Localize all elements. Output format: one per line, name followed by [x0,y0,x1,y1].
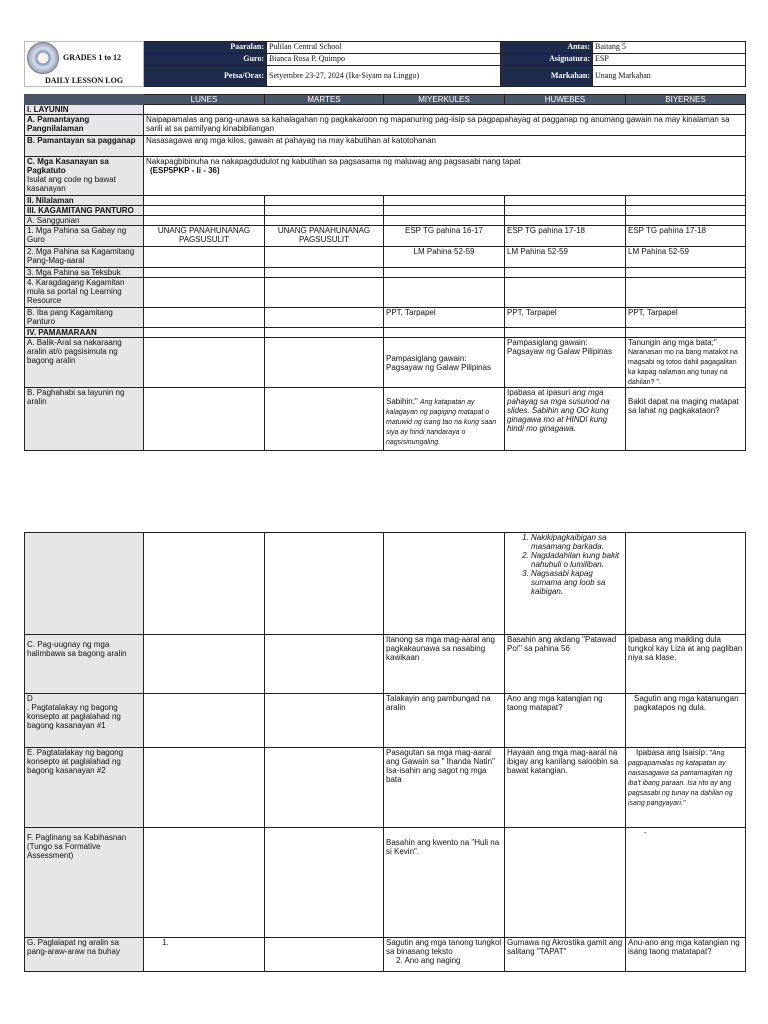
antas-label: Antas: [501,42,593,54]
gabay-lunes: UNANG PANAHUNANAG PAGSUSULIT [144,226,265,247]
paghahabi-huwebes-list [505,533,626,635]
asignatura-label: Asignatura: [501,54,593,66]
pag-uugnay-miyerkules: Itanong sa mga mag-aaral ang pagkakaunawa sa nasabing kawikaan [384,635,505,694]
pagtatalakay-2-miyerkules: Pasagutan sa mga mag-aaral ang Gawain sa " Ihanda Natin" Isa-isahin ang sagot ng mga bata [384,748,505,828]
antas-value: Baitang 5 [593,42,746,54]
row-label-pagganap: B. Pamantayan sa pagganap [25,136,144,157]
deped-seal-icon [27,42,59,74]
row-label-paglinang: F. Paglinang sa Kabihasnan (Tungo sa Formative Assessment) [25,828,144,938]
row-label-pag-uugnay: C. Pag-uugnay ng mga halimbawa sa bagong aralin [25,635,144,694]
section-sanggunian: A. Sanggunian [25,216,144,226]
paglinang-biyernes: - [626,828,746,938]
paghahabi-miyerkules: Sabihin;" Ang katapatan ay kalagayan ng pagiging matapat o matuwid ng isang tao na kung saan siya ay hindi nandaraya o nagsisinungaling. [384,388,505,451]
row-label-teksbuk: 3. Mga Pahina sa Teksbuk [25,268,144,278]
row-value-kasanayan: Nakapagbibinuha na nakapagdudulot ng kabutihan sa pagsasama ng maluwag ang pagsasabi nang tapat (ESP5PKP - Ii - 36) [144,157,746,196]
section-pamamaraan: IV. PAMAMARAAN [25,328,144,338]
gabay-huwebes: ESP TG pahina 17-18 [505,226,626,247]
day-header-lunes: LUNES [144,95,265,105]
row-label-balik-aral: A. Balik-Aral sa nakaraang aralin at/o pagsisimula ng bagong aralin [25,338,144,388]
petsa-value: Setyembre 23-27, 2024 (Ika-Siyam na Linggo) [267,66,501,87]
lesson-table-page-1 [24,94,746,451]
paglinang-miyerkules: Basahin ang kwento na "Huli na si Kevin". [384,828,505,938]
log-title: DAILY LESSON LOG [44,76,124,85]
list-item: 3. Nagsasabi kapag sumama ang loob sa kaibigan. [531,569,623,596]
kagamitang-biyernes: LM Pahina 52-59 [626,247,746,268]
paglalapat-lunes: 1. [144,938,265,972]
header-table [24,41,746,87]
row-label-pamantayang: A. Pamantayang Pangnilalaman [25,115,144,136]
iba-miyerkules: PPT, Tarpapel [384,308,505,328]
paghahabi-biyernes: Bakit dapat na maging matapat sa lahat ng pagkakataon? [626,388,746,451]
row-label-karagdagang: 4. Karagdagang Kagamitan mula sa portal ng Learning Resource [25,278,144,308]
list-item: 1. Nakikipagkaibigan sa masamang barkada. [531,533,623,551]
paglalapat-huwebes: Gumawa ng Akrostika gamit ang salitang "TAPAT" [505,938,626,972]
kasanayan-sublabel: Isulat ang code ng bawat kasanayan [27,175,116,193]
guro-value: Bianca Rosa P. Quimpo [267,54,501,66]
list-item: 2. Nagdadahilan kung bakit nahuhuli o lumiliban. [531,551,623,569]
section-nilalaman: II. Nilalaman [25,196,144,206]
markahan-value: Unang Markahan [593,66,746,87]
pagtatalakay-1-biyernes: Sagutin ang mga katanungan pagkatapos ng dula. [626,694,746,748]
lesson-table-page-2 [24,532,746,972]
markahan-label: Markahan: [501,66,593,87]
paaralan-label: Paaralan: [144,42,267,54]
row-value-pamantayang: Naipapamalas ang pang-unawa sa kahalagahan ng pagkakaroon ng mapanuring pag-iisip sa pagpapahayag at pagganap ng anumang gawain na may kinalaman sa sarili at sa pamilyang kinabibilangan [144,115,746,136]
row-label-pagtatalakay-1: D . Pagtatalakay ng bagong konsepto at paglalahad ng bagong kasanayan #1 [25,694,144,748]
kagamitang-miyerkules: LM Pahina 52-59 [384,247,505,268]
row-label-kasanayan: C. Mga Kasanayan sa Pagkatuto Isulat ang code ng bawat kasanayan [25,157,144,196]
day-header-miyerkules: MIYERKULES [384,95,505,105]
row-label-kagamitang: 2. Mga Pahina sa Kagamitang Pang-Mag-aaral [25,247,144,268]
balik-huwebes: Pampasiglang gawain: Pagsayaw ng Galaw Pilipinas [505,338,626,388]
pagtatalakay-1-huwebes: Ano ang mga katangian ng taong matapat? [505,694,626,748]
pagtatalakay-1-miyerkules: Talakayin ang pambungad na aralin [384,694,505,748]
row-label-pagtatalakay-2: E. Pagtatalakay ng bagong konsepto at paglalahad ng bagong kasanayan #2 [25,748,144,828]
pagtatalakay-2-huwebes: Hayaan ang mga mag-aaral na ibigay ang kanilang saloobin sa bawat katangian. [505,748,626,828]
grades-label: GRADES 1 to 12 [63,53,122,62]
paglalapat-miyerkules: Sagutin ang mga tanong tungkol sa binasang teksto 2. Ano ang naging [384,938,505,972]
balik-miyerkules: Pampasiglang gawain: Pagsayaw ng Galaw Pilipinas [384,338,505,388]
petsa-label: Petsa/Oras: [144,66,267,87]
asignatura-value: ESP [593,54,746,66]
gabay-miyerkules: ESP TG pahina 16-17 [384,226,505,247]
paaralan-value: Pulilan Central School [267,42,501,54]
row-label-gabay: 1. Mga Pahina sa Gabay ng Guro [25,226,144,247]
pagtatalakay-2-biyernes: Ipabasa ang Isaisip: "Ang pagpapamalas ng katapatan ay naisasagawa sa pamamagitan ng iba't ibang paraan. Isa rito ay ang pagsasabi ng tunay na dahilan ng isang pangyayari." [626,748,746,828]
day-header-biyernes: BIYERNES [626,95,746,105]
pag-uugnay-huwebes: Basahin ang akdang "Patawad Po!" sa pahina 56 [505,635,626,694]
iba-huwebes: PPT, Tarpapel [505,308,626,328]
day-header-huwebes: HUWEBES [505,95,626,105]
gabay-martes: UNANG PANAHUNANAG PAGSUSULIT [265,226,384,247]
kasanayan-code: (ESP5PKP - Ii - 36) [150,166,220,175]
balik-biyernes: Tanungin ang mga bata;" Naranasan mo na bang matakot na magsabi ng totoo dahil pagagalitan ka kapag nalaman ang tunay na dahilan? ". [626,338,746,388]
row-value-pagganap: Nasasagawa ang mga kilos, gawain at pahayag na may kabutihan at katotohanan [144,136,746,157]
section-kagamitan: III. KAGAMITANG PANTURO [25,206,144,216]
row-label-iba: B. Iba pang Kagamitang Panturo [25,308,144,328]
iba-biyernes: PPT, Tarpapel [626,308,746,328]
section-layunin: I. LAYUNIN [25,105,144,115]
day-header-martes: MARTES [265,95,384,105]
guro-label: Guro: [144,54,267,66]
paglalapat-biyernes: Anu-ano ang mga katangian ng isang taong matatapat? [626,938,746,972]
row-label-paglalapat: G. Paglalapat ng aralin sa pang-araw-araw na buhay [25,938,144,972]
row-label-paghahabi: B. Paghahabi sa layunin ng aralin [25,388,144,451]
kagamitang-huwebes: LM Pahina 52-59 [505,247,626,268]
pag-uugnay-biyernes: Ipabasa ang maikling dula tungkol kay Liza at ang pagliban niya sa klase. [626,635,746,694]
paghahabi-huwebes: Ipabasa at ipasuri ang mga pahayag sa mga susunod na slides. Sabihin ang OO kung ginagawa mo at HINDI kung hindi mo ginagawa. [505,388,626,451]
gabay-biyernes: ESP TG pahina 17-18 [626,226,746,247]
logo-cell [25,42,144,87]
